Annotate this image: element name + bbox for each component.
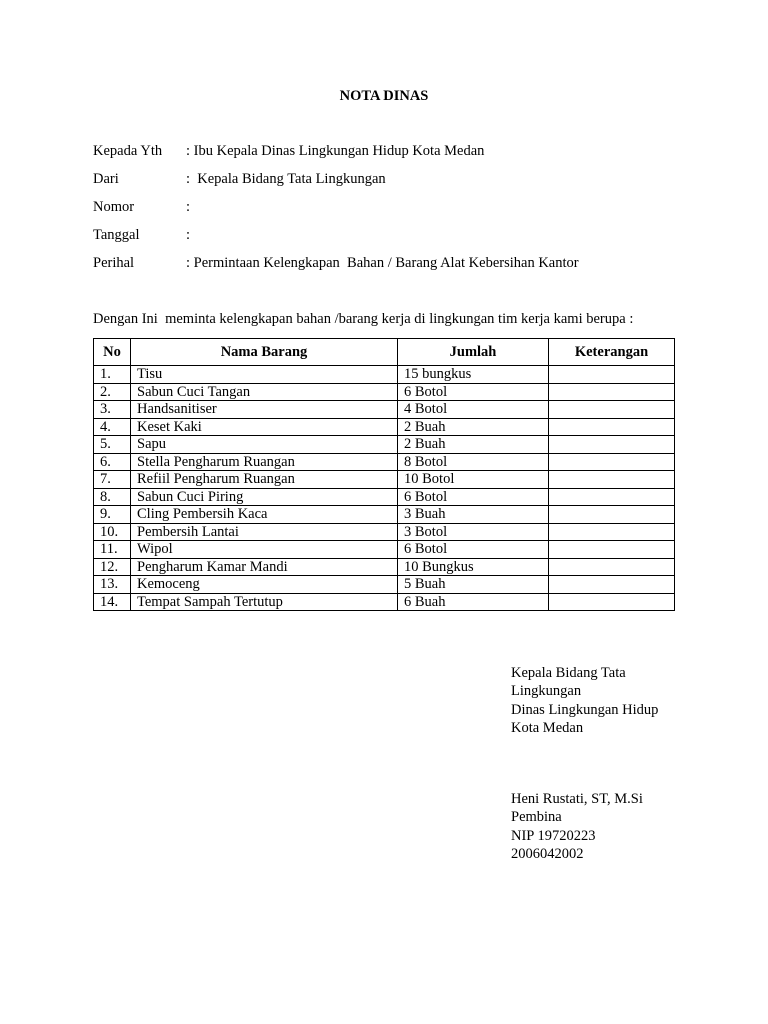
table-row xyxy=(94,576,675,594)
item-name: Sabun Cuci Piring xyxy=(131,488,398,506)
row-number: 10. xyxy=(94,523,131,541)
item-notes xyxy=(549,383,675,401)
intro-paragraph: Dengan Ini meminta kelengkapan bahan /barang kerja di lingkungan tim kerja kami berupa : xyxy=(93,311,634,327)
item-name: Pembersih Lantai xyxy=(131,523,398,541)
item-name: Wipol xyxy=(131,541,398,559)
header-value: : Kepala Bidang Tata Lingkungan xyxy=(186,171,386,187)
table-row xyxy=(94,401,675,419)
item-quantity: 8 Botol xyxy=(398,453,549,471)
item-name: Handsanitiser xyxy=(131,401,398,419)
row-number: 3. xyxy=(94,401,131,419)
table-row xyxy=(94,558,675,576)
item-quantity: 6 Botol xyxy=(398,383,549,401)
row-number: 12. xyxy=(94,558,131,576)
header-value: : xyxy=(186,199,191,215)
row-number: 5. xyxy=(94,436,131,454)
table-row xyxy=(94,453,675,471)
item-notes xyxy=(549,506,675,524)
row-number: 7. xyxy=(94,471,131,489)
table-row xyxy=(94,593,675,611)
item-notes xyxy=(549,541,675,559)
table-body xyxy=(94,366,675,611)
header-label: Nomor xyxy=(93,199,135,215)
item-quantity: 10 Bungkus xyxy=(398,558,549,576)
item-name: Kemoceng xyxy=(131,576,398,594)
table-row xyxy=(94,366,675,384)
item-quantity: 2 Buah xyxy=(398,436,549,454)
signatory-nip: NIP 19720223 xyxy=(511,827,596,844)
item-notes xyxy=(549,401,675,419)
table-row xyxy=(94,383,675,401)
header-label: Dari xyxy=(93,171,119,187)
item-quantity: 6 Botol xyxy=(398,541,549,559)
table-row xyxy=(94,418,675,436)
item-quantity: 10 Botol xyxy=(398,471,549,489)
document-title: NOTA DINAS xyxy=(339,88,429,104)
item-notes xyxy=(549,558,675,576)
item-name: Pengharum Kamar Mandi xyxy=(131,558,398,576)
item-name: Keset Kaki xyxy=(131,418,398,436)
header-value: : Ibu Kepala Dinas Lingkungan Hidup Kota Medan xyxy=(186,143,485,159)
item-name: Cling Pembersih Kaca xyxy=(131,506,398,524)
table-row xyxy=(94,471,675,489)
column-header-notes: Keterangan xyxy=(549,339,675,366)
item-notes xyxy=(549,366,675,384)
item-notes xyxy=(549,453,675,471)
header-label: Kepada Yth xyxy=(93,143,163,159)
row-number: 2. xyxy=(94,383,131,401)
column-header-item-name: Nama Barang xyxy=(131,339,398,366)
row-number: 14. xyxy=(94,593,131,611)
item-quantity: 6 Botol xyxy=(398,488,549,506)
header-value: : Permintaan Kelengkapan Bahan / Barang Alat Kebersihan Kantor xyxy=(186,255,579,271)
column-header-no: No xyxy=(94,339,131,366)
item-quantity: 15 bungkus xyxy=(398,366,549,384)
item-name: Refiil Pengharum Ruangan xyxy=(131,471,398,489)
row-number: 9. xyxy=(94,506,131,524)
item-quantity: 6 Buah xyxy=(398,593,549,611)
signature-office-line: Kepala Bidang Tata xyxy=(511,665,626,681)
row-number: 8. xyxy=(94,488,131,506)
item-quantity: 5 Buah xyxy=(398,576,549,594)
header-value: : xyxy=(186,227,191,243)
table-row xyxy=(94,488,675,506)
signature-office xyxy=(511,664,658,737)
item-name: Tempat Sampah Tertutup xyxy=(131,593,398,611)
item-quantity: 3 Buah xyxy=(398,506,549,524)
signatory-name: Heni Rustati, ST, M.Si xyxy=(511,791,643,807)
table-row xyxy=(94,523,675,541)
item-notes xyxy=(549,593,675,611)
item-name: Tisu xyxy=(131,366,398,384)
item-notes xyxy=(549,523,675,541)
table-row xyxy=(94,436,675,454)
table-row xyxy=(94,506,675,524)
item-quantity: 2 Buah xyxy=(398,418,549,436)
signatory-rank: Pembina xyxy=(511,809,562,826)
item-notes xyxy=(549,436,675,454)
signature-office-line: Dinas Lingkungan Hidup xyxy=(511,701,659,718)
row-number: 13. xyxy=(94,576,131,594)
header-label: Perihal xyxy=(93,255,135,271)
signature-office-line: Lingkungan xyxy=(511,683,582,700)
row-number: 11. xyxy=(94,541,131,559)
row-number: 1. xyxy=(94,366,131,384)
item-notes xyxy=(549,471,675,489)
item-quantity: 3 Botol xyxy=(398,523,549,541)
item-notes xyxy=(549,418,675,436)
table-header-row xyxy=(94,339,675,366)
table-row xyxy=(94,541,675,559)
item-name: Stella Pengharum Ruangan xyxy=(131,453,398,471)
item-name: Sapu xyxy=(131,436,398,454)
signatory-nip-continued: 2006042002 xyxy=(511,845,584,862)
signature-person xyxy=(511,790,643,863)
header-label: Tanggal xyxy=(93,227,140,243)
item-notes xyxy=(549,576,675,594)
item-notes xyxy=(549,488,675,506)
row-number: 4. xyxy=(94,418,131,436)
items-table xyxy=(93,338,675,611)
column-header-quantity: Jumlah xyxy=(398,339,549,366)
item-name: Sabun Cuci Tangan xyxy=(131,383,398,401)
signature-office-line: Kota Medan xyxy=(511,719,584,736)
item-quantity: 4 Botol xyxy=(398,401,549,419)
row-number: 6. xyxy=(94,453,131,471)
